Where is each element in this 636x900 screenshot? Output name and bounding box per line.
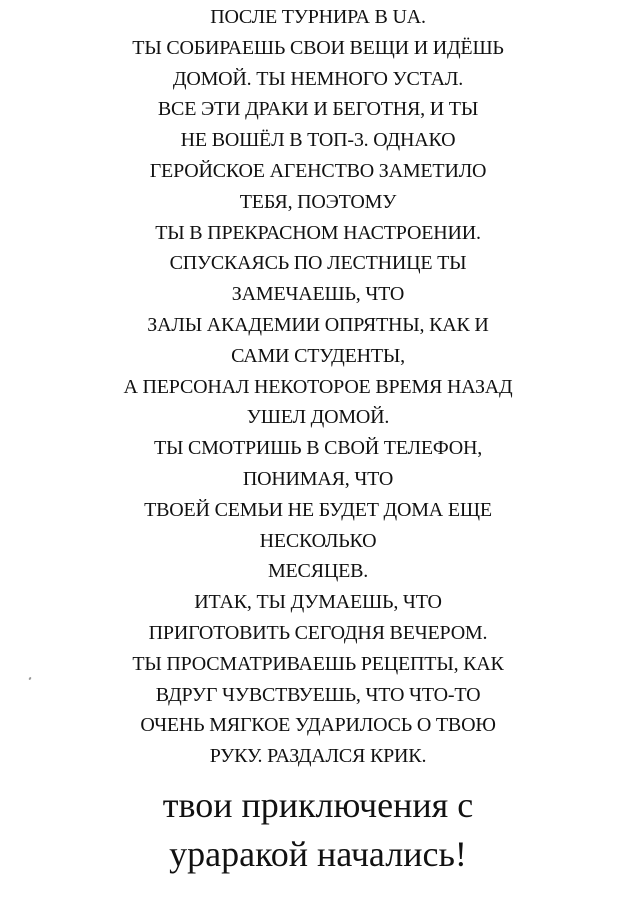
story-line: ЗАЛЫ АКАДЕМИИ ОПРЯТНЫ, КАК И xyxy=(147,313,489,336)
story-line: СПУСКАЯСЬ ПО ЛЕСТНИЦЕ ТЫ xyxy=(169,252,467,275)
story-line: ПОСЛЕ ТУРНИРА В UA. xyxy=(210,6,426,28)
story-line: ДОМОЙ. ТЫ НЕМНОГО УСТАЛ. xyxy=(172,67,464,90)
story-line: ГЕРОЙСКОЕ АГЕНСТВО ЗАМЕТИЛО xyxy=(149,159,487,182)
story-line: ПРИГОТОВИТЬ СЕГОДНЯ ВЕЧЕРОМ. xyxy=(148,621,488,644)
story-line: НЕСКОЛЬКО xyxy=(259,529,377,552)
story-line: МЕСЯЦЕВ. xyxy=(267,560,369,583)
story-line: ВСЕ ЭТИ ДРАКИ И БЕГОТНЯ, И ТЫ xyxy=(157,98,479,121)
story-line: ОЧЕНЬ МЯГКОЕ УДАРИЛОСЬ О ТВОЮ xyxy=(140,714,496,737)
closing-line-1: твои приключения с xyxy=(162,785,474,825)
story-line: ПОНИМАЯ, ЧТО xyxy=(242,467,394,490)
story-line: ТЫ В ПРЕКРАСНОМ НАСТРОЕНИИ. xyxy=(155,221,481,244)
story-line: УШЕЛ ДОМОЙ. xyxy=(246,406,390,429)
story-line: А ПЕРСОНАЛ НЕКОТОРОЕ ВРЕМЯ НАЗАД xyxy=(123,375,513,398)
story-line: ТЕБЯ, ПОЭТОМУ xyxy=(239,190,397,213)
closing-line-2: урарaкой начались! xyxy=(169,834,467,874)
story-line: ТЫ СОБИРАЕШЬ СВОИ ВЕЩИ И ИДЁШЬ xyxy=(132,36,504,59)
story-line: ТЫ СМОТРИШЬ В СВОЙ ТЕЛЕФОН, xyxy=(153,437,483,460)
story-line: ИТАК, ТЫ ДУМАЕШЬ, ЧТО xyxy=(194,591,442,614)
story-line: САМИ СТУДЕНТЫ, xyxy=(231,344,405,367)
story-line: НЕ ВОШЁЛ В ТОП-3. ОДНАКО xyxy=(180,129,456,152)
story-line: ТЫ ПРОСМАТРИВАЕШЬ РЕЦЕПТЫ, КАК xyxy=(132,652,504,675)
story-text xyxy=(0,2,636,772)
story-line: ВДРУГ ЧУВСТВУЕШЬ, ЧТО ЧТО-ТО xyxy=(155,683,481,706)
story-line: РУКУ. РАЗДАЛСЯ КРИК. xyxy=(209,745,427,768)
story-line: ЗАМЕЧАЕШЬ, ЧТО xyxy=(231,283,405,306)
story-line: ТВОЕЙ СЕМЬИ НЕ БУДЕТ ДОМА ЕЩЕ xyxy=(144,498,492,521)
